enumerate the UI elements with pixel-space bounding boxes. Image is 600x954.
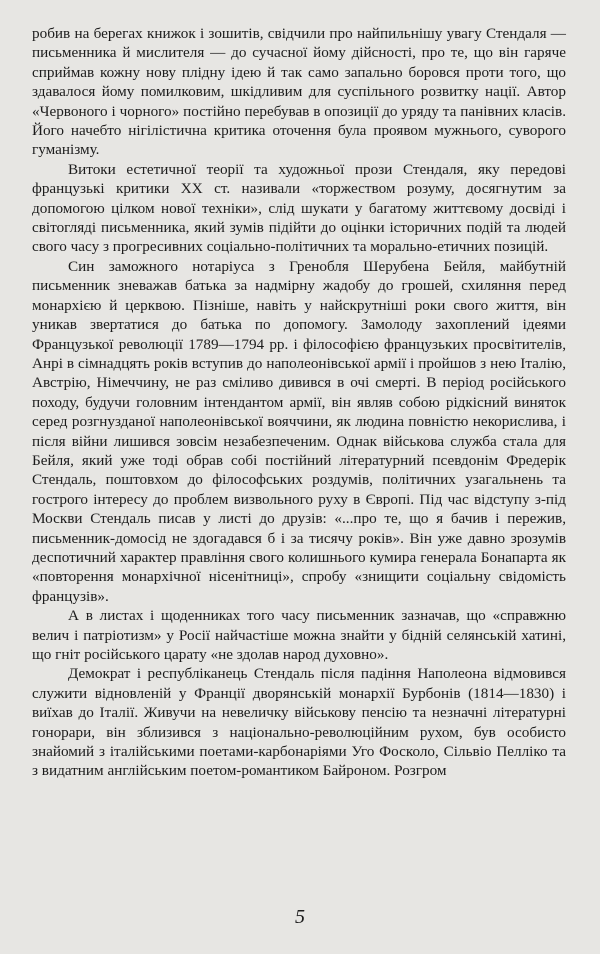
page-number: 5 [295, 906, 305, 928]
paragraph-4: А в листах і щоденниках того часу письменник зазначав, що «справжню велич і патріотизм» у Росії найчастіше можна знайти у бідній селянській хатині, що гніт російського царату «не здолав народ духовно». [32, 607, 566, 663]
paragraph-5: Демократ і республіканець Стендаль після падіння Наполеона відмовився служити відновленій у Франції дворянській монархії Бурбонів (1814—1830) і виїхав до Італії. Живучи на невеличку військову пенсію та незначні літературні гонорари, він зблизився з національно-революційним рухом, був особисто знайомий з італійськими поетами-карбонаріями Уго Фосколо, Сільвіо Пелліко та з видатним англійським поетом-романтиком Байроном. Розгром [32, 665, 566, 780]
paragraph-3: Син заможного нотаріуса з Гренобля Шерубена Бейля, майбутній письменник зневажав батька за надмірну жадобу до грошей, схиляння перед монархією й церквою. Пізніше, навіть у найскрутніші роки свого життя, він уникав звертатися до батька по допомогу. Замолоду захоплений ідеями Французької революції 1789—1794 рр. і філософією французьких просвітителів, Анрі в сімнадцять років вступив до наполеонівської армії і пройшов з нею Італію, Австрію, Німеччину, не раз сміливо дивився в очі смерті. В період російського походу, будучи головним інтендантом армії, він являв собою рідкісний виняток серед розгнузданої наполеонівської вояччини, як людина повністю некорислива, і після війни лишився зовсім незабезпеченим. Однак військова служба стала для Бейля, який уже тоді обрав собі постійний літературний псевдонім Фредерік Стендаль, поштовхом до філософських роздумів, політичних узагальнень та гострого інтересу до проблем визвольного руху в Європі. Під час відступу з-під Москви Стендаль писав у листі до друзів: «...про те, що я бачив і пережив, письменник-домосід не здогадався б і за тисячу років». Він уже давно зрозумів деспотичний характер правління свого колишнього кумира генерала Бонапарта як «повторення монархічної нісенітниці», спробу «знищити соціальну свідомість французів». [32, 257, 566, 605]
page-body [32, 24, 566, 781]
paragraph-2: Витоки естетичної теорії та художньої прози Стендаля, яку передові французькі критики XX ст. називали «торжеством розуму, досягнутим за допомогою цілком нової техніки», слід шукати у багатому життєвому досвіді і світогляді письменника, який зумів підійти до оцінки історичних подій та людей свого часу з прогресивних соціально-політичних та морально-етичних позицій. [32, 160, 566, 256]
paragraph-1: робив на берегах книжок і зошитів, свідчили про найпильнішу увагу Стендаля — письменника й мислителя — до сучасної йому дійсності, про те, що він гаряче сприймав кожну нову плідну ідею й так само запально боровся проти того, що здавалося йому помилковим, шкідливим для суспільного розвитку нації. Автор «Червоного і чорного» постійно перебував в опозиції до уряду та панівних класів. Його начебто нігілістична критика оточення була проявом мужнього, суворого гуманізму. [32, 25, 566, 159]
